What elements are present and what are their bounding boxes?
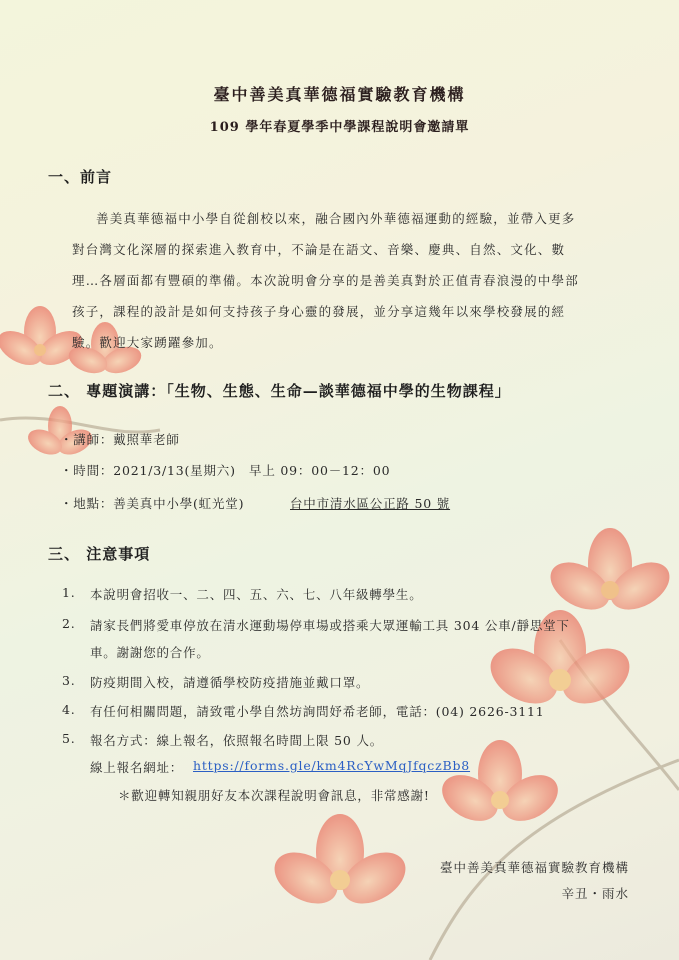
talk-address: 台中市清水區公正路 50 號 (290, 496, 451, 511)
section-heading-preface: 一、前言 (48, 168, 113, 186)
note-text-continued: 車。謝謝您的合作。 (90, 645, 210, 660)
talk-time: ・時間：2021/3/13(星期六) 早上 09：00－12：00 (60, 463, 391, 478)
document-subtitle: 109 學年春夏學季中學課程說明會邀請單 (209, 120, 470, 135)
signup-label: 線上報名網址： (90, 760, 184, 775)
note-number: 1. (62, 585, 76, 600)
section-heading-notes: 三、 注意事項 (48, 545, 151, 563)
note-text: 本說明會招收一、二、四、五、六、七、八年級轉學生。 (90, 587, 423, 602)
note-number: 2. (62, 616, 76, 631)
note-text: 防疫期間入校，請遵循學校防疫措施並戴口罩。 (90, 675, 370, 690)
talk-place: ・地點：善美真中小學(虹光堂) (60, 496, 245, 511)
preface-line: 對台灣文化深層的探索進入教育中，不論是在語文、音樂、慶典、自然、文化、數 (72, 242, 566, 257)
signup-link[interactable]: https://forms.gle/km4RcYwMqJfqczBb8 (193, 758, 471, 773)
share-note: ＊歡迎轉知親朋好友本次課程說明會訊息，非常感謝! (118, 788, 430, 803)
note-text: 報名方式：線上報名，依照報名時間上限 50 人。 (90, 733, 384, 748)
preface-line: 孩子，課程的設計是如何支持孩子身心靈的發展，並分享這幾年以來學校發展的經 (72, 304, 566, 319)
note-number: 4. (62, 702, 76, 717)
talk-speaker: ・講師：戴照華老師 (60, 432, 180, 447)
footer-org: 臺中善美真華德福實驗教育機構 (439, 860, 629, 875)
note-text: 有任何相關問題，請致電小學自然坊詢問妤希老師，電話：(04) 2626-3111 (90, 704, 545, 719)
org-title: 臺中善美真華德福實驗教育機構 (213, 85, 466, 104)
preface-line: 驗。歡迎大家踴躍參加。 (72, 335, 223, 350)
preface-line: 善美真華德福中小學自從創校以來，融合國內外華德福運動的經驗，並帶入更多 (96, 211, 576, 226)
note-number: 3. (62, 673, 76, 688)
note-number: 5. (62, 731, 76, 746)
note-text: 請家長們將愛車停放在清水運動場停車場或搭乘大眾運輸工具 304 公車/靜思堂下 (90, 618, 570, 633)
footer-date: 辛丑・雨水 (561, 886, 629, 901)
preface-paragraph (72, 203, 632, 358)
preface-line: 理…各層面都有豐碩的準備。本次說明會分享的是善美真對於正值青春浪漫的中學部 (72, 273, 579, 288)
section-heading-talk: 二、 專題演講：「生物、生態、生命—談華德福中學的生物課程」 (48, 382, 511, 400)
